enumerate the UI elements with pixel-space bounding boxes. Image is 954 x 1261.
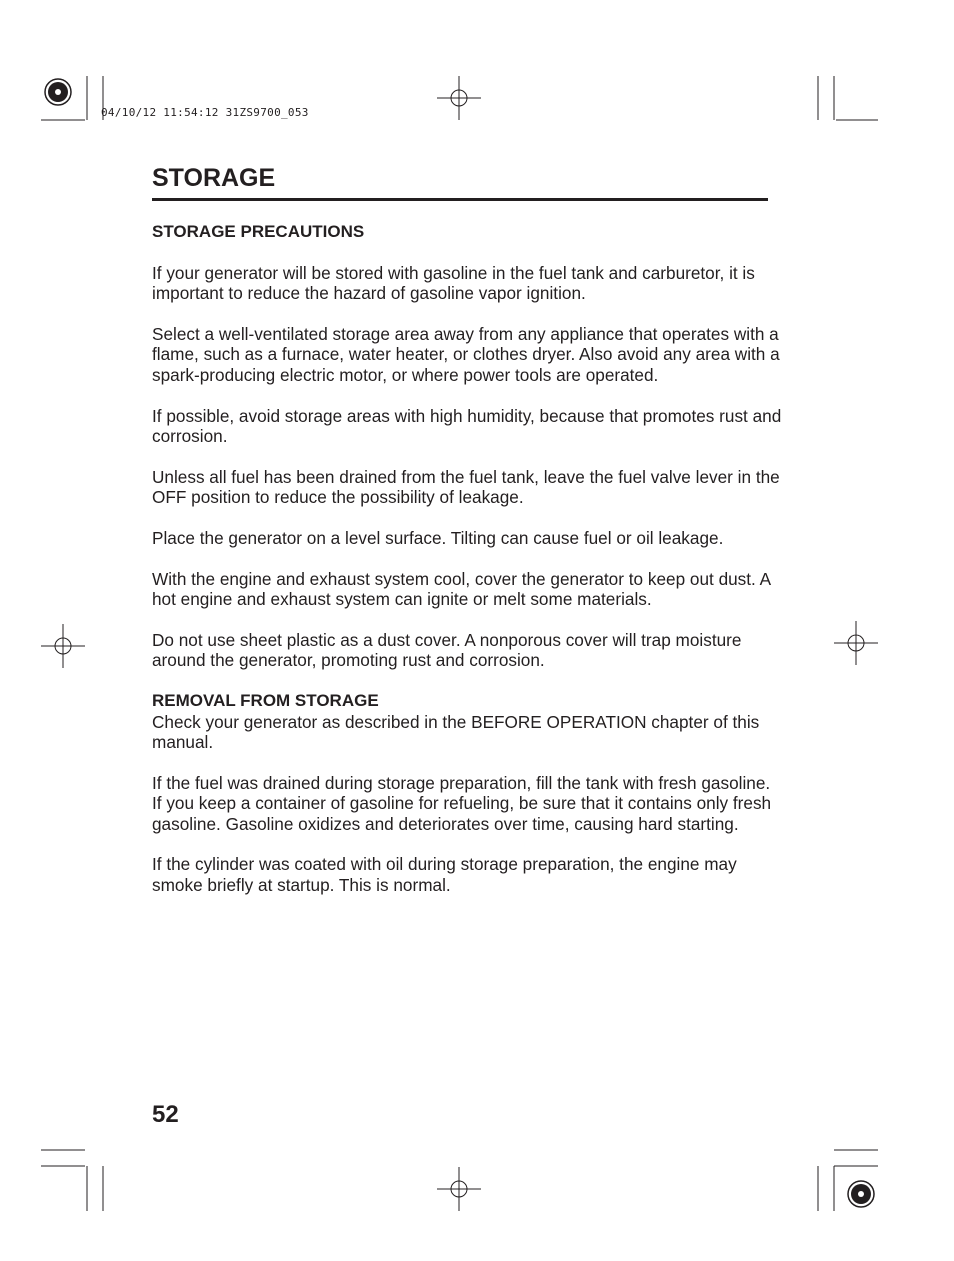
registration-starburst-icon [45,79,71,105]
paragraph: If your generator will be stored with gasoline in the fuel tank and carburetor, it is important to reduce the hazard of gasoline vapor ignition. [152,262,755,304]
section-heading-removal-from-storage: REMOVAL FROM STORAGE [152,690,379,710]
paragraph: Do not use sheet plastic as a dust cover. A nonporous cover will trap moisture around the generator, promoting rust and corrosion. [152,629,742,671]
page-title: STORAGE [152,164,276,192]
paragraph: Select a well-ventilated storage area away from any appliance that operates with a flame, such as a furnace, water heater, or clothes dryer. Also avoid any area with a spark-producing electric motor, or where power tools are operated. [152,323,780,385]
crosshair-icon [41,624,85,668]
print-stamp: 04/10/12 11:54:12 31ZS9700_053 [101,106,309,119]
paragraph: If the fuel was drained during storage preparation, fill the tank with fresh gasoline. If you keep a container of gasoline for refueling, be sure that it contains only fresh gasoline. Gasoline oxidizes and deteriorates over time, causing hard starting. [152,772,772,834]
crosshair-icon [437,76,481,120]
registration-starburst-icon [848,1181,874,1207]
section-heading-storage-precautions: STORAGE PRECAUTIONS [152,222,365,241]
paragraph: With the engine and exhaust system cool, cover the generator to keep out dust. A hot engine and exhaust system can ignite or melt some materials. [152,568,771,610]
crosshair-icon [437,1167,481,1211]
page-number: 52 [152,1101,179,1128]
paragraph: If possible, avoid storage areas with high humidity, because that promotes rust and corrosion. [152,405,782,447]
title-underline [152,198,768,201]
crosshair-icon [834,621,878,665]
paragraph: If the cylinder was coated with oil during storage preparation, the engine may smoke briefly at startup. This is normal. [152,854,737,896]
paragraph: Unless all fuel has been drained from the fuel tank, leave the fuel valve lever in the OFF position to reduce the possibility of leakage. [152,466,780,508]
paragraph: Check your generator as described in the BEFORE OPERATION chapter of this manual. [152,711,760,753]
paragraph: Place the generator on a level surface. Tilting can cause fuel or oil leakage. [152,527,724,548]
page-body [152,222,782,916]
